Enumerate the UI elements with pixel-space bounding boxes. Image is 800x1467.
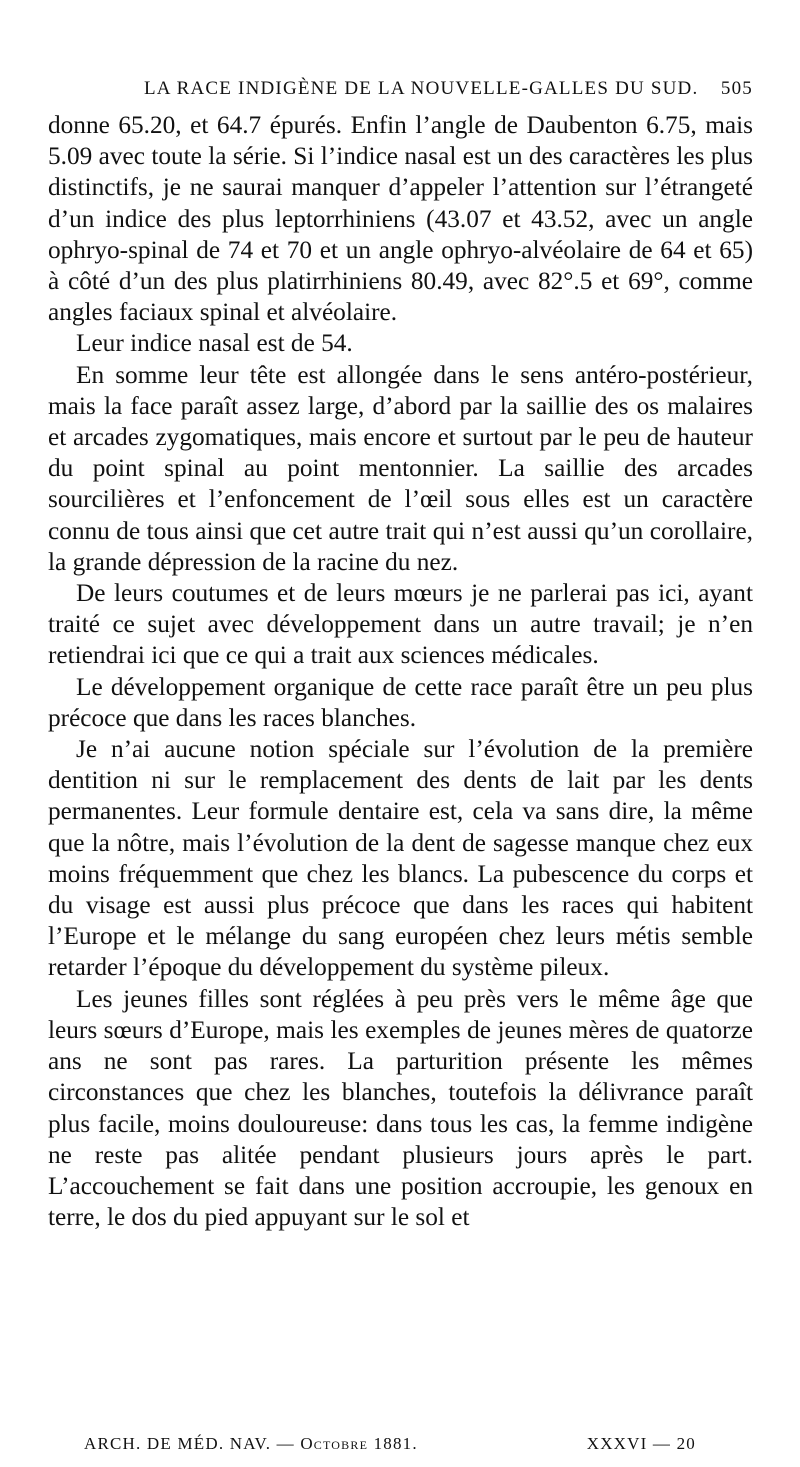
paragraph: Le développement organique de cette race paraît être un peu plus précoce que dans les races blanches.	[48, 672, 753, 732]
journal-citation: ARCH. DE MÉD. NAV. — Octobre 1881.	[84, 1434, 418, 1453]
document-page	[48, 78, 753, 1233]
paragraph: Leur indice nasal est de 54.	[76, 329, 353, 358]
page-number: 505	[720, 78, 753, 99]
running-header	[144, 78, 753, 100]
paragraph-continued: donne 65.20, et 64.7 épurés. Enfin l’angle de Daubenton 6.75, mais 5.09 avec toute la série. Si l’indice nasal est un des caractères les plus distinctifs, je ne saurai manquer d’appeler l’attention sur l’étrangeté d’un indice des plus leptorrhiniens (43.07 et 43.52, avec un angle ophryo-spinal de 74 et 70 et un angle ophryo-alvéolaire de 64 et 65) à côté d’un des plus platirrhiniens 80.49, avec 82°.5 et 69°, comme angles faciaux spinal et alvéolaire.	[48, 111, 753, 327]
paragraph: De leurs coutumes et de leurs mœurs je ne parlerai pas ici, ayant traité ce sujet avec développement dans un autre travail; je n’en retiendrai ici que ce qui a trait aux sciences médicales.	[48, 579, 753, 670]
paragraph: Je n’ai aucune notion spéciale sur l’évolution de la première dentition ni sur le remplacement des dents de lait par les dents permanentes. Leur formule dentaire est, cela va sans dire, la même que la nôtre, mais l’évolution de la dent de sagesse manque chez eux moins fréquemment que chez les blancs. La pubescence du corps et du visage est aussi plus précoce que dans les races qui habitent l’Europe et le mélange du sang européen chez leurs métis semble retarder l’époque du développement du système pileux.	[48, 735, 753, 982]
body-text	[48, 110, 753, 1233]
paragraph: Les jeunes filles sont réglées à peu près vers le même âge que leurs sœurs d’Europe, mais les exemples de jeunes mères de quatorze ans ne sont pas rares. La parturition présente les mêmes circonstances que chez les blanches, toutefois la délivrance paraît plus facile, moins douloureuse: dans tous les cas, la femme indigène ne reste pas alitée pendant plusieurs jours après le part. L’accouchement se fait dans une position accroupie, les genoux en terre, le dos du pied appuyant sur le sol et	[48, 984, 753, 1232]
running-title: LA RACE INDIGÈNE DE LA NOUVELLE-GALLES DU SUD.	[144, 78, 699, 99]
paragraph: En somme leur tête est allongée dans le sens antéro-postérieur, mais la face paraît assez large, d’abord par la saillie des os malaires et arcades zygomatiques, mais encore et surtout par le peu de hauteur du point spinal au point mentonnier. La saillie des arcades sourcilières et l’enfoncement de l’œil sous elles est un caractère connu de tous ainsi que cet autre trait qui n’est aussi qu’un corollaire, la grande dépression de la racine du nez.	[48, 360, 753, 576]
page-footer	[84, 1434, 696, 1454]
signature-mark: XXXVI — 20	[586, 1434, 696, 1453]
